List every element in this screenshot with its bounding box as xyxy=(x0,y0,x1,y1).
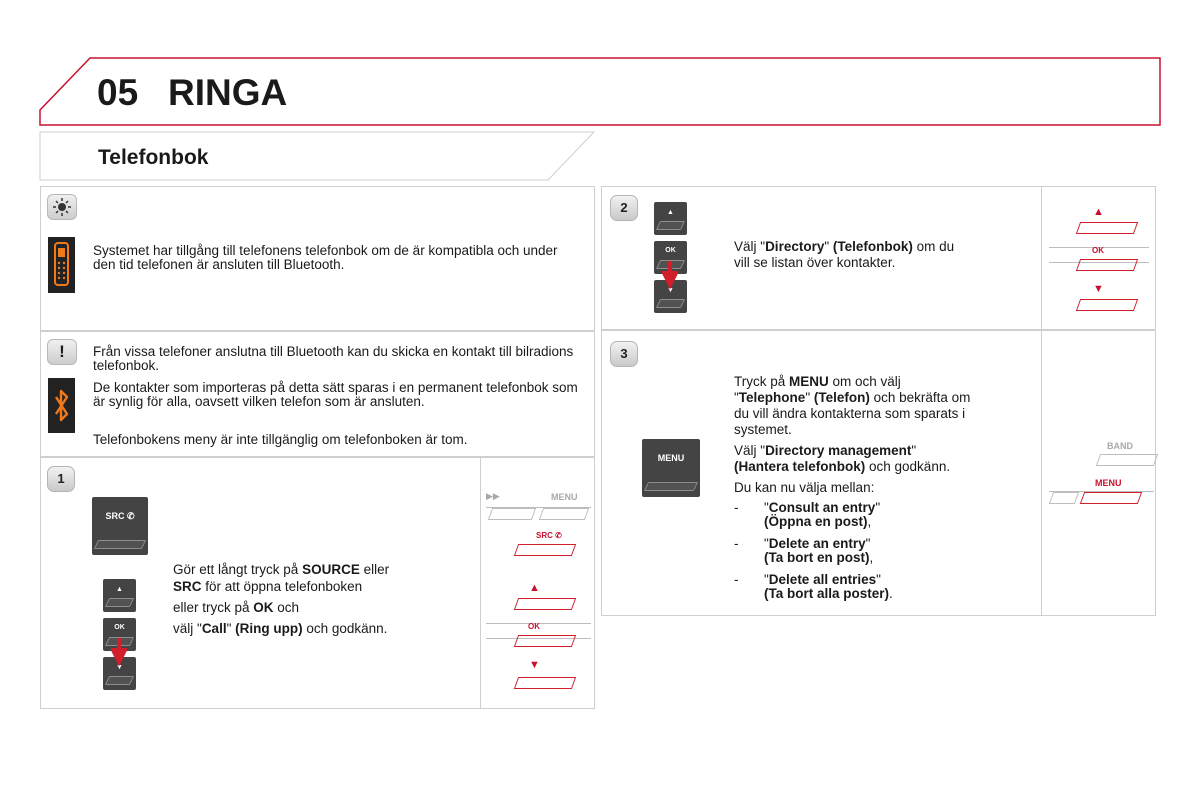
side-up-arrow-icon: ▲ xyxy=(529,582,540,594)
side-up-button xyxy=(1076,222,1138,234)
option-delete-all: "Delete all entries" (Ta bort alla poster). xyxy=(764,572,893,601)
down-key[interactable]: ▼ xyxy=(654,280,687,313)
option-delete-entry: "Delete an entry" (Ta bort en post), xyxy=(764,536,874,565)
down-key[interactable]: ▼ xyxy=(103,657,136,690)
warning-panel xyxy=(40,331,595,457)
ok-key-label: OK xyxy=(114,624,125,631)
side-ok-button xyxy=(514,635,576,647)
side-ok-label: OK xyxy=(1092,246,1104,255)
step1-divider xyxy=(480,458,481,709)
step2-divider xyxy=(1041,187,1042,330)
side-band-label: BAND xyxy=(1107,441,1133,451)
side-up-arrow-icon: ▲ xyxy=(1093,206,1104,218)
section-title: Telefonbok xyxy=(98,146,209,169)
warning-text-2: De kontakter som importeras på detta sätt sparas i en permanent telefonbok som är synlig för alla, oavsett vilken telefon som är ansluten. xyxy=(93,380,578,409)
step1-line4: välj "Call" (Ring upp) och godkänn. xyxy=(173,621,388,636)
step3-panel xyxy=(601,330,1156,616)
step1-line1: Gör ett långt tryck på SOURCE eller xyxy=(173,562,390,577)
chapter-title: RINGA xyxy=(168,72,288,113)
step2-badge: 2 xyxy=(610,195,638,221)
down-arrow-icon xyxy=(111,638,127,668)
warning-text-1: Från vissa telefoner anslutna till Bluetooth kan du skicka en kontakt till bilradions telefonbok. xyxy=(93,344,574,373)
step3-badge: 3 xyxy=(610,341,638,367)
phone-icon xyxy=(48,237,75,293)
tip-icon xyxy=(47,194,77,220)
step2-panel xyxy=(601,186,1156,330)
step3-line4: systemet. xyxy=(734,422,792,437)
menu-key[interactable] xyxy=(642,439,700,497)
step3-line1: Tryck på MENU om och välj xyxy=(734,374,901,389)
step3-line7: Du kan nu välja mellan: xyxy=(734,480,875,495)
option-dash: - xyxy=(734,500,739,515)
side-down-arrow-icon: ▼ xyxy=(1093,283,1104,295)
side-ok-button xyxy=(1076,259,1138,271)
info-panel xyxy=(40,186,595,331)
step1-line3: eller tryck på OK och xyxy=(173,600,300,615)
step2-line2: vill se listan över kontakter. xyxy=(734,255,896,270)
step3-line5: Välj "Directory management" xyxy=(734,443,917,458)
side-up-button xyxy=(514,598,576,610)
step3-line3: du vill ändra kontakterna som sparats i xyxy=(734,406,966,421)
option-consult: "Consult an entry" (Öppna en post), xyxy=(764,500,881,529)
side-button-outline xyxy=(488,508,536,520)
bluetooth-icon xyxy=(48,378,75,433)
ok-key-label: OK xyxy=(665,247,676,254)
step3-line6: (Hantera telefonbok) och godkänn. xyxy=(734,459,951,474)
step1-line2: SRC för att öppna telefonboken xyxy=(173,579,363,594)
info-text: Systemet har tillgång till telefonens telefonbok om de är kompatibla och under den tid telefonen är ansluten till Bluetooth. xyxy=(93,243,558,272)
step1-panel xyxy=(40,457,595,709)
step1-badge: 1 xyxy=(47,466,75,492)
side-button-outline xyxy=(1049,492,1079,504)
warning-icon: ! xyxy=(47,339,77,365)
side-band-button xyxy=(1096,454,1158,466)
side-menu-label: MENU xyxy=(1095,478,1122,488)
side-down-arrow-icon: ▼ xyxy=(529,659,540,671)
warning-text-3: Telefonbokens meny är inte tillgänglig om telefonboken är tom. xyxy=(93,432,468,447)
side-ok-label: OK xyxy=(528,622,540,631)
src-key-label: SRC xyxy=(105,511,125,521)
option-dash: - xyxy=(734,536,739,551)
up-key[interactable]: ▲ xyxy=(103,579,136,612)
side-button-outline xyxy=(539,508,589,520)
up-key[interactable]: ▲ xyxy=(654,202,687,235)
step2-line1: Välj "Directory" (Telefonbok) om du xyxy=(734,239,955,254)
side-down-button xyxy=(514,677,576,689)
menu-key-label: MENU xyxy=(657,453,685,463)
chapter-number: 05 xyxy=(97,72,139,113)
src-key[interactable] xyxy=(92,497,148,555)
step3-divider xyxy=(1041,331,1042,616)
side-down-button xyxy=(1076,299,1138,311)
down-arrow-icon xyxy=(662,261,678,291)
option-dash: - xyxy=(734,572,739,587)
side-menu-button xyxy=(1080,492,1142,504)
side-menu-label: MENU xyxy=(551,492,578,502)
fast-forward-icon: ▶▶ xyxy=(486,491,500,501)
step3-line2: "Telephone" (Telefon) och bekräfta om xyxy=(734,390,971,405)
side-src-button xyxy=(514,544,576,556)
phone-handset-icon: ✆ xyxy=(126,511,135,521)
side-src-label: SRC ✆ xyxy=(536,531,562,540)
